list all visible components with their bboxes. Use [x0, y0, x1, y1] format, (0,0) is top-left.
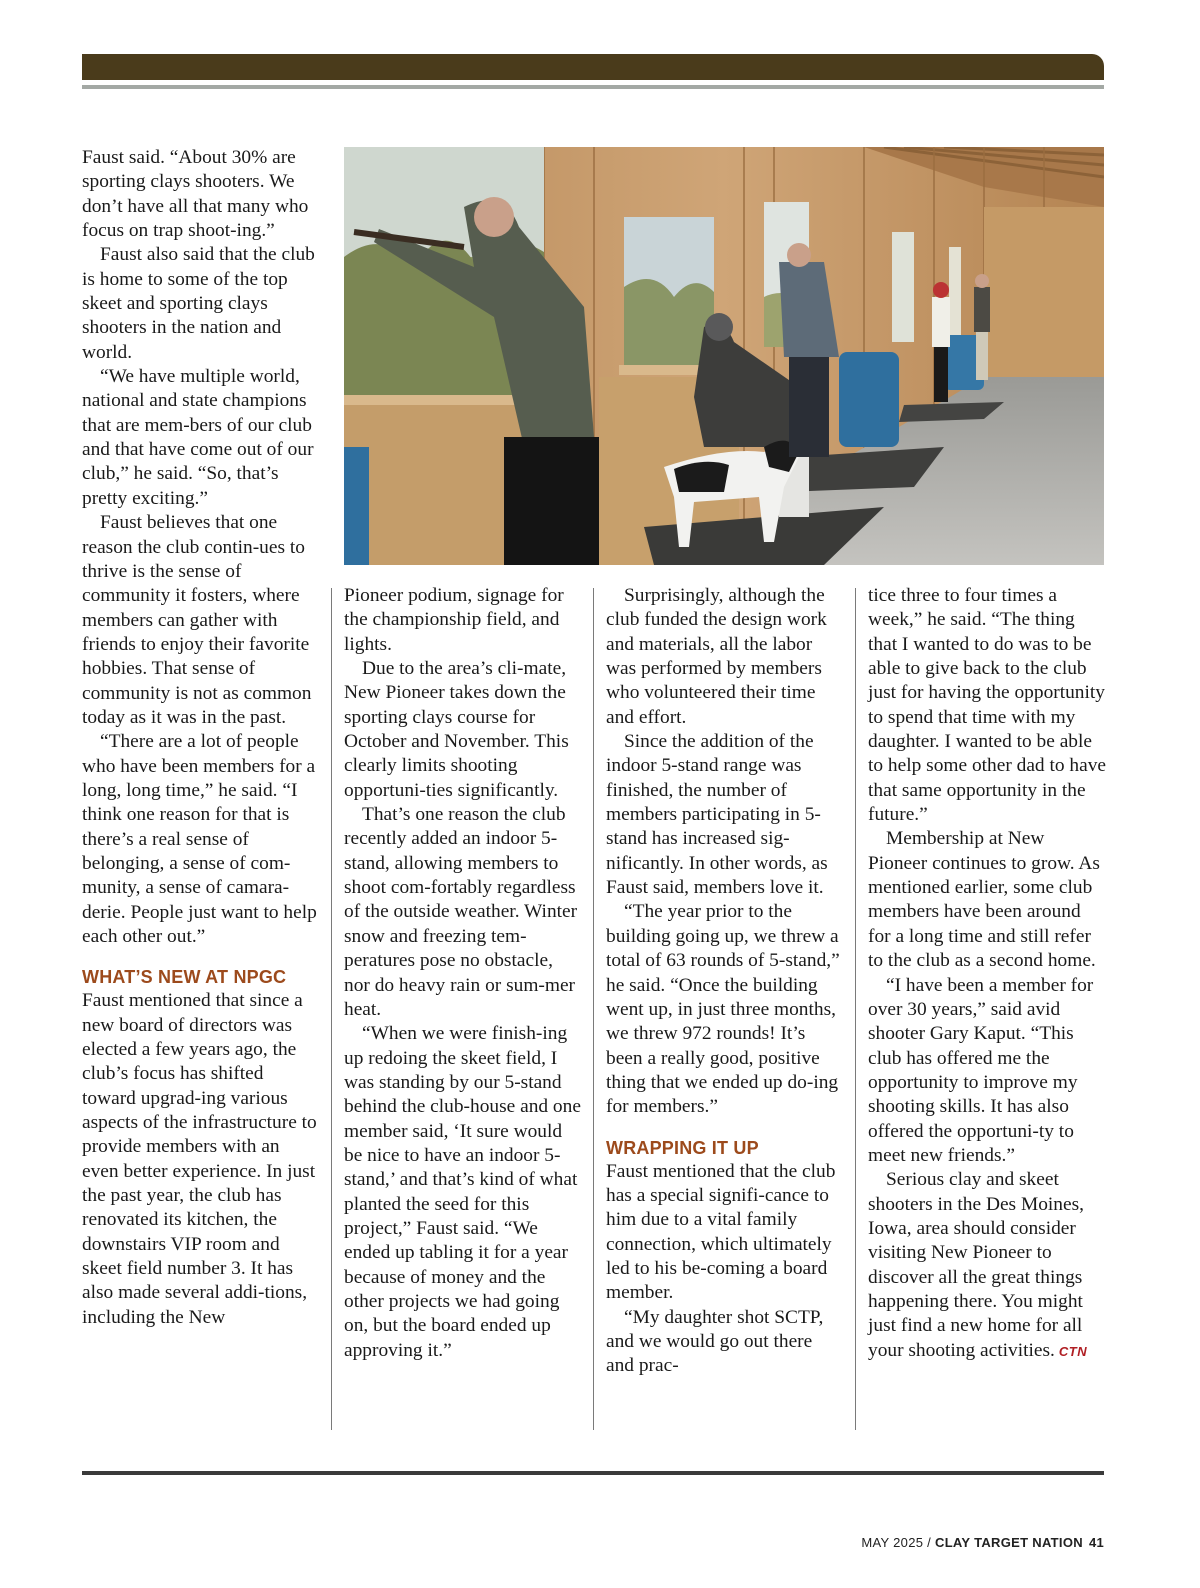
page-footer [861, 1535, 1104, 1550]
column-divider [855, 588, 856, 1430]
paragraph: Faust said. “About 30% are sporting clays shooters. We don’t have all that many who focus on trap shoot-ing.” [82, 147, 309, 242]
paragraph: “There are a lot of people who have been members for a long, long time,” he said. “I think one reason for that is there’s a real sense of belonging, a sense of com-munity, a sense of camara-derie. People just want to help each other out.” [82, 731, 317, 947]
paragraph: Faust mentioned that since a new board of directors was elected a few years ago, the club’s focus has shifted toward upgrad-ing various aspects of the infrastructure to provide members with an even better experience. In just the past year, the club has renovated its kitchen, the downstairs VIP room and skeet field number 3. It has also made several addi-tions, including the New [82, 990, 317, 1328]
ctn-end-mark: CTN [1058, 1343, 1088, 1359]
paragraph: Faust also said that the club is home to some of the top skeet and sporting clays shooters in the nation and world. [82, 244, 315, 363]
paragraph-text: Serious clay and skeet shooters in the Des Moines, Iowa, area should consider visiting New Pioneer to discover all the great things happening there. You might just find a new home for all your shooting activities. [868, 1169, 1084, 1361]
paragraph: Surprisingly, although the club funded the design work and materials, all the labor was performed by members who volunteered their time and effort. [606, 585, 827, 728]
footer-publication: CLAY TARGET NATION [935, 1535, 1083, 1550]
text-column-3 [606, 584, 844, 1379]
paragraph: “My daughter shot SCTP, and we would go out there and prac- [606, 1306, 824, 1377]
column-divider [331, 588, 332, 1430]
page-number: 41 [1088, 1535, 1104, 1550]
text-column-4 [868, 584, 1106, 1364]
text-column-1 [82, 146, 320, 1330]
indoor-5-stand-photo [344, 147, 1104, 565]
paragraph: Faust believes that one reason the club contin-ues to thrive is the sense of community it fosters, where members can gather with friends to enjoy their favorite hobbies. That sense of community is not as common today as it was in the past. [82, 512, 312, 728]
section-heading: WHAT’S NEW AT NPGC [82, 967, 287, 988]
paragraph: Faust mentioned that the club has a special signifi-cance to him due to a vital family connection, which ultimately led to his be-coming a board member. [606, 1160, 836, 1304]
paragraph: “We have multiple world, national and state champions that are mem-bers of our club and that have come out of our club,” he said. “So, that’s pretty exciting.” [82, 366, 314, 509]
footer-issue: MAY 2025 / [861, 1535, 935, 1550]
column-divider [593, 588, 594, 1430]
paragraph: Pioneer podium, signage for the championship field, and lights. [344, 585, 564, 655]
paragraph: That’s one reason the club recently added an indoor 5-stand, allowing members to shoot com-fortably regardless of the outside weather. Winter snow and freezing tem-peratures pose no obstacle, nor do heavy rain or sum-mer heat. [344, 804, 578, 1020]
paragraph: Membership at New Pioneer continues to grow. As mentioned earlier, some club members have been around for a long time and still refer to the club as a second home. [868, 828, 1100, 972]
article-photo [344, 147, 1104, 565]
text-column-2 [344, 584, 582, 1363]
paragraph: “The year prior to the building going up, we threw a total of 63 rounds of 5-stand,” he said. “Once the building went up, in just three months, we threw 972 rounds! It’s been a really good, positive thing that we ended up do-ing for members.” [606, 901, 840, 1118]
paragraph: “I have been a member for over 30 years,” said avid shooter Gary Kaput. “This club has offered me the opportunity to improve my shooting skills. It has also offered the opportuni-ty to meet new friends.” [868, 974, 1094, 1166]
footer-rule [82, 1471, 1104, 1475]
header-bar [82, 54, 1104, 80]
paragraph: “When we were finish-ing up redoing the skeet field, I was standing by our 5-stand behind the club-house and one member said, ‘It sure would be nice to have an indoor 5-stand,’ and that’s kind of what planted the seed for this project,” Faust said. “We ended up tabling it for a year because of money and the other projects we had going on, but the board ended up approving it.” [344, 1023, 581, 1361]
paragraph: Due to the area’s cli-mate, New Pioneer takes down the sporting clays course for October and November. This clearly limits shooting opportuni-ties significantly. [344, 658, 569, 801]
paragraph [868, 1168, 1106, 1364]
paragraph: Since the addition of the indoor 5-stand range was finished, the number of members participating in 5-stand has increased sig-nificantly. In other words, as Faust said, members love it. [606, 731, 828, 899]
paragraph: tice three to four times a week,” he said. “The thing that I wanted to do was to be able to give back to the club just for having the opportunity to spend that time with my daughter. I wanted to be able to help some other dad to have that same opportunity in the future.” [868, 585, 1107, 826]
header-rule [82, 85, 1104, 89]
section-heading: WRAPPING IT UP [606, 1137, 759, 1158]
